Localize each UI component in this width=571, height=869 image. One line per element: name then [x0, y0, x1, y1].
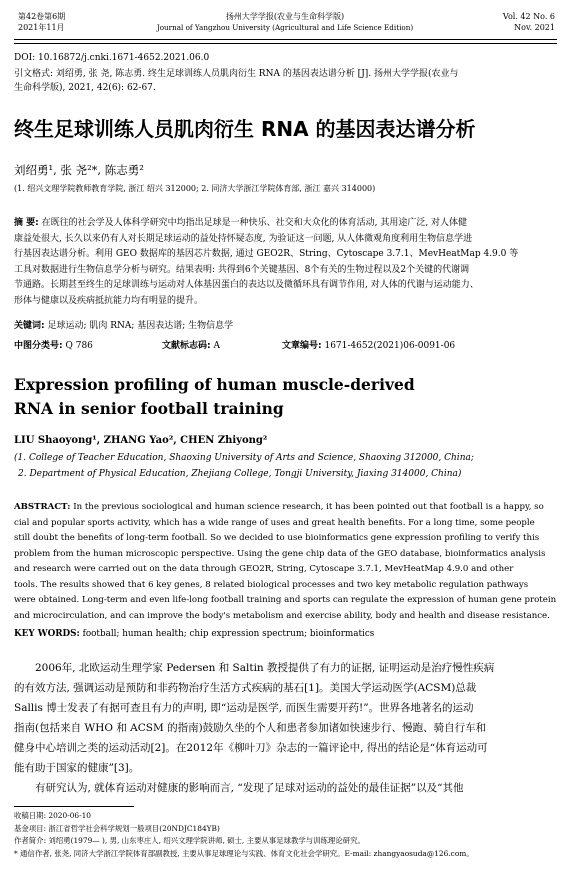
keywords-en	[14, 627, 562, 641]
article-number-label: 文章编号:	[282, 341, 322, 351]
body-line: 指南(包括来自 WHO 和 ACSM 的指南)鼓励久坐的个人和患者参加诸如快速步行、慢跑、骑自行车和	[14, 722, 487, 734]
abstract-en-label: ABSTRACT:	[14, 502, 71, 512]
header-date-cn: 2021年11月	[18, 23, 65, 32]
body-line: 的有效方法, 强调运动是预防和非药物治疗生活方式疾病的基石[1]。美国大学运动医学(ACSM)总裁	[14, 682, 477, 694]
authors-en: LIU Shaoyong¹, ZHANG Yao², CHEN Zhiyong²	[14, 435, 268, 446]
abstract-en-line: and microcirculation, and can improve the body's metabolism and exercise ability, body and health and disease resistance.	[14, 610, 550, 621]
title-cn: 终生足球训练人员肌肉衍生 RNA 的基因表达谱分析	[14, 117, 476, 141]
abstract-cn-label: 摘 要:	[14, 218, 39, 228]
doc-code-field	[162, 339, 220, 353]
title-en	[14, 373, 559, 421]
abstract-cn-line: 形体与健康以及疾病抵抗能力均有明显的提升。	[14, 295, 204, 306]
clc-value: Q 786	[65, 341, 93, 351]
abstract-en	[14, 500, 562, 624]
abstract-en-line: In the previous sociological and human science research, it has been pointed out that football is a happy, so	[73, 502, 544, 512]
clc-field	[14, 339, 93, 353]
citation-line-2: 生命科学版), 2021, 42(6): 62-67.	[14, 83, 156, 93]
body-line: 能有助于国家的健康”[3]。	[14, 762, 140, 774]
title-en-line-1: Expression profiling of human muscle-derived	[14, 375, 415, 394]
footnotes	[14, 810, 562, 860]
footnote-corresponding: * 通信作者, 张尧, 同济大学浙江学院体育部副教授, 主要从事足球理论与实践、体育文化社会学研究。E-mail: zhangyaosuda@126.com。	[14, 848, 474, 858]
affiliation-en-line-2: 2. Department of Physical Education, Zhejiang College, Tongji University, Jiaxing 314000, China)	[18, 469, 462, 479]
affiliations-cn: (1. 绍兴文理学院教师教育学院, 浙江 绍兴 312000; 2. 同济大学浙江学院体育部, 浙江 嘉兴 314000)	[14, 184, 376, 193]
abstract-cn-line: 节通路。长期甚至终生的足球训练与运动对人体基因蛋白的表达以及微循环具有调节作用, 对人体的代谢与运动能力、	[14, 280, 479, 290]
abstract-en-line: tools. The results showed that 6 key genes, 8 related biological processes and two key metabolic regulation pathways	[14, 579, 529, 590]
abstract-cn-line: 在既往的社会学及人体科学研究中均指出足球是一种快乐、社交和大众化的体育活动, 其用途广泛, 对人体健	[41, 218, 468, 228]
header-vol-no: Vol. 42 No. 6	[502, 12, 555, 21]
abstract-en-line: were obtained. Long-term and even life-long football training and sports can regulate the expression of human gene protein	[14, 595, 557, 605]
body-line: 2006年, 北欧运动生理学家 Pedersen 和 Saltin 教授提供了有力的证据, 证明运动是治疗慢性疾病	[35, 662, 495, 674]
keywords-cn-label: 关键词:	[14, 321, 45, 331]
header-date-en: Nov. 2021	[514, 23, 555, 32]
clc-label: 中图分类号:	[14, 341, 63, 351]
affiliation-en-line-1: (1. College of Teacher Education, Shaoxing University of Arts and Science, Shaoxing 312000, China;	[14, 453, 474, 463]
article-number-field	[282, 339, 455, 353]
keywords-en-label: KEY WORDS:	[14, 629, 80, 639]
header-volume-issue: 第42卷第6期	[18, 12, 66, 21]
footnote-rule	[14, 806, 134, 807]
affiliations-en	[14, 450, 562, 482]
abstract-en-line: and research were carried out on the data through GEO2R, String, Cytoscape 3.7.1, MevHeatMap 4.9.0 and other	[14, 564, 514, 574]
abstract-en-line: cial and popular sports activity, which has a wide range of uses and great health benefits. For a long time, some people	[14, 517, 535, 528]
abstract-cn-line: 工具对数据进行生物信息学分析与研究。结果表明: 共得到6个关键基因、8个有关的生物过程以及2个关键的代谢调	[14, 264, 470, 275]
citation-block	[14, 67, 559, 95]
footnote-fund: 基金项目: 浙江省哲学社会科学规划一般项目(20NDJC184YB)	[14, 823, 220, 833]
header-journal-en: Journal of Yangzhou University (Agricultural and Life Science Edition)	[156, 23, 414, 32]
article-number-value: 1671-4652(2021)06-0091-06	[324, 341, 456, 351]
footnote-author: 作者简介: 刘绍勇(1979— ), 男, 山东枣庄人, 绍兴文理学院讲师, 硕士, 主要从事足球教学与训练理论研究。	[14, 836, 365, 845]
abstract-en-line: problem from the human microscopic perspective. Using the gene chip data of the GEO database, bioinformatics analysis	[14, 548, 546, 559]
citation-label: 引文格式:	[14, 69, 54, 79]
footnote-received: 收稿日期: 2020-06-10	[14, 811, 92, 820]
keywords-cn-value: 足球运动; 肌肉 RNA; 基因表达谱; 生物信息学	[47, 321, 234, 331]
keywords-en-value: football; human health; chip expression spectrum; bioinformatics	[82, 629, 375, 639]
header-center	[120, 11, 450, 33]
body-text	[14, 658, 562, 798]
body-line: 有研究认为, 就体育运动对健康的影响而言, “发现了足球对运动的益处的最佳证据”以及“其他	[35, 782, 464, 794]
doc-code-value: A	[213, 341, 220, 351]
header-rule-thick	[14, 39, 557, 40]
keywords-cn	[14, 319, 559, 333]
header-rule-thin	[14, 43, 557, 44]
doi: DOI: 10.16872/j.cnki.1671-4652.2021.06.0	[14, 53, 210, 63]
abstract-cn-line: 康益处很大, 长久以来仍有人对长期足球运动的益处持怀疑态度, 为验证这一问题, 从人体微观角度利用生物信息学进	[14, 233, 473, 244]
classification-row	[14, 339, 559, 353]
body-line: Sallis 博士发表了有据可查且有力的声明, 即“运动是医学, 而医生需要开药!”。世界各地著名的运动	[14, 702, 474, 714]
title-en-line-2: RNA in senior football training	[14, 399, 284, 418]
header-journal-cn: 扬州大学学报(农业与生命科学版)	[225, 12, 345, 21]
header-left	[18, 11, 65, 33]
body-line: 健身中心培训之类的运动活动[2]。在2012年《柳叶刀》杂志的一篇评论中, 得出的结论是“体育运动可	[14, 742, 488, 754]
citation-line-1: 刘绍勇, 张 尧, 陈志勇. 终生足球训练人员肌肉衍生 RNA 的基因表达谱分析 [J]. 扬州大学学报(农业与	[55, 69, 459, 79]
authors-cn: 刘绍勇¹, 张 尧²*, 陈志勇²	[14, 163, 144, 177]
header-right	[503, 11, 555, 33]
abstract-en-line: still doubt the benefits of long-term football. So we decided to use bioinformatics gene expression profiling to verify this	[14, 533, 540, 543]
abstract-cn	[14, 216, 562, 309]
doc-code-label: 文献标志码:	[162, 341, 211, 351]
abstract-cn-line: 行基因表达谱分析。利用 GEO 数据库的基因芯片数据, 通过 GEO2R、String、Cytoscape 3.7.1、MevHeatMap 4.9.0 等	[14, 249, 519, 259]
